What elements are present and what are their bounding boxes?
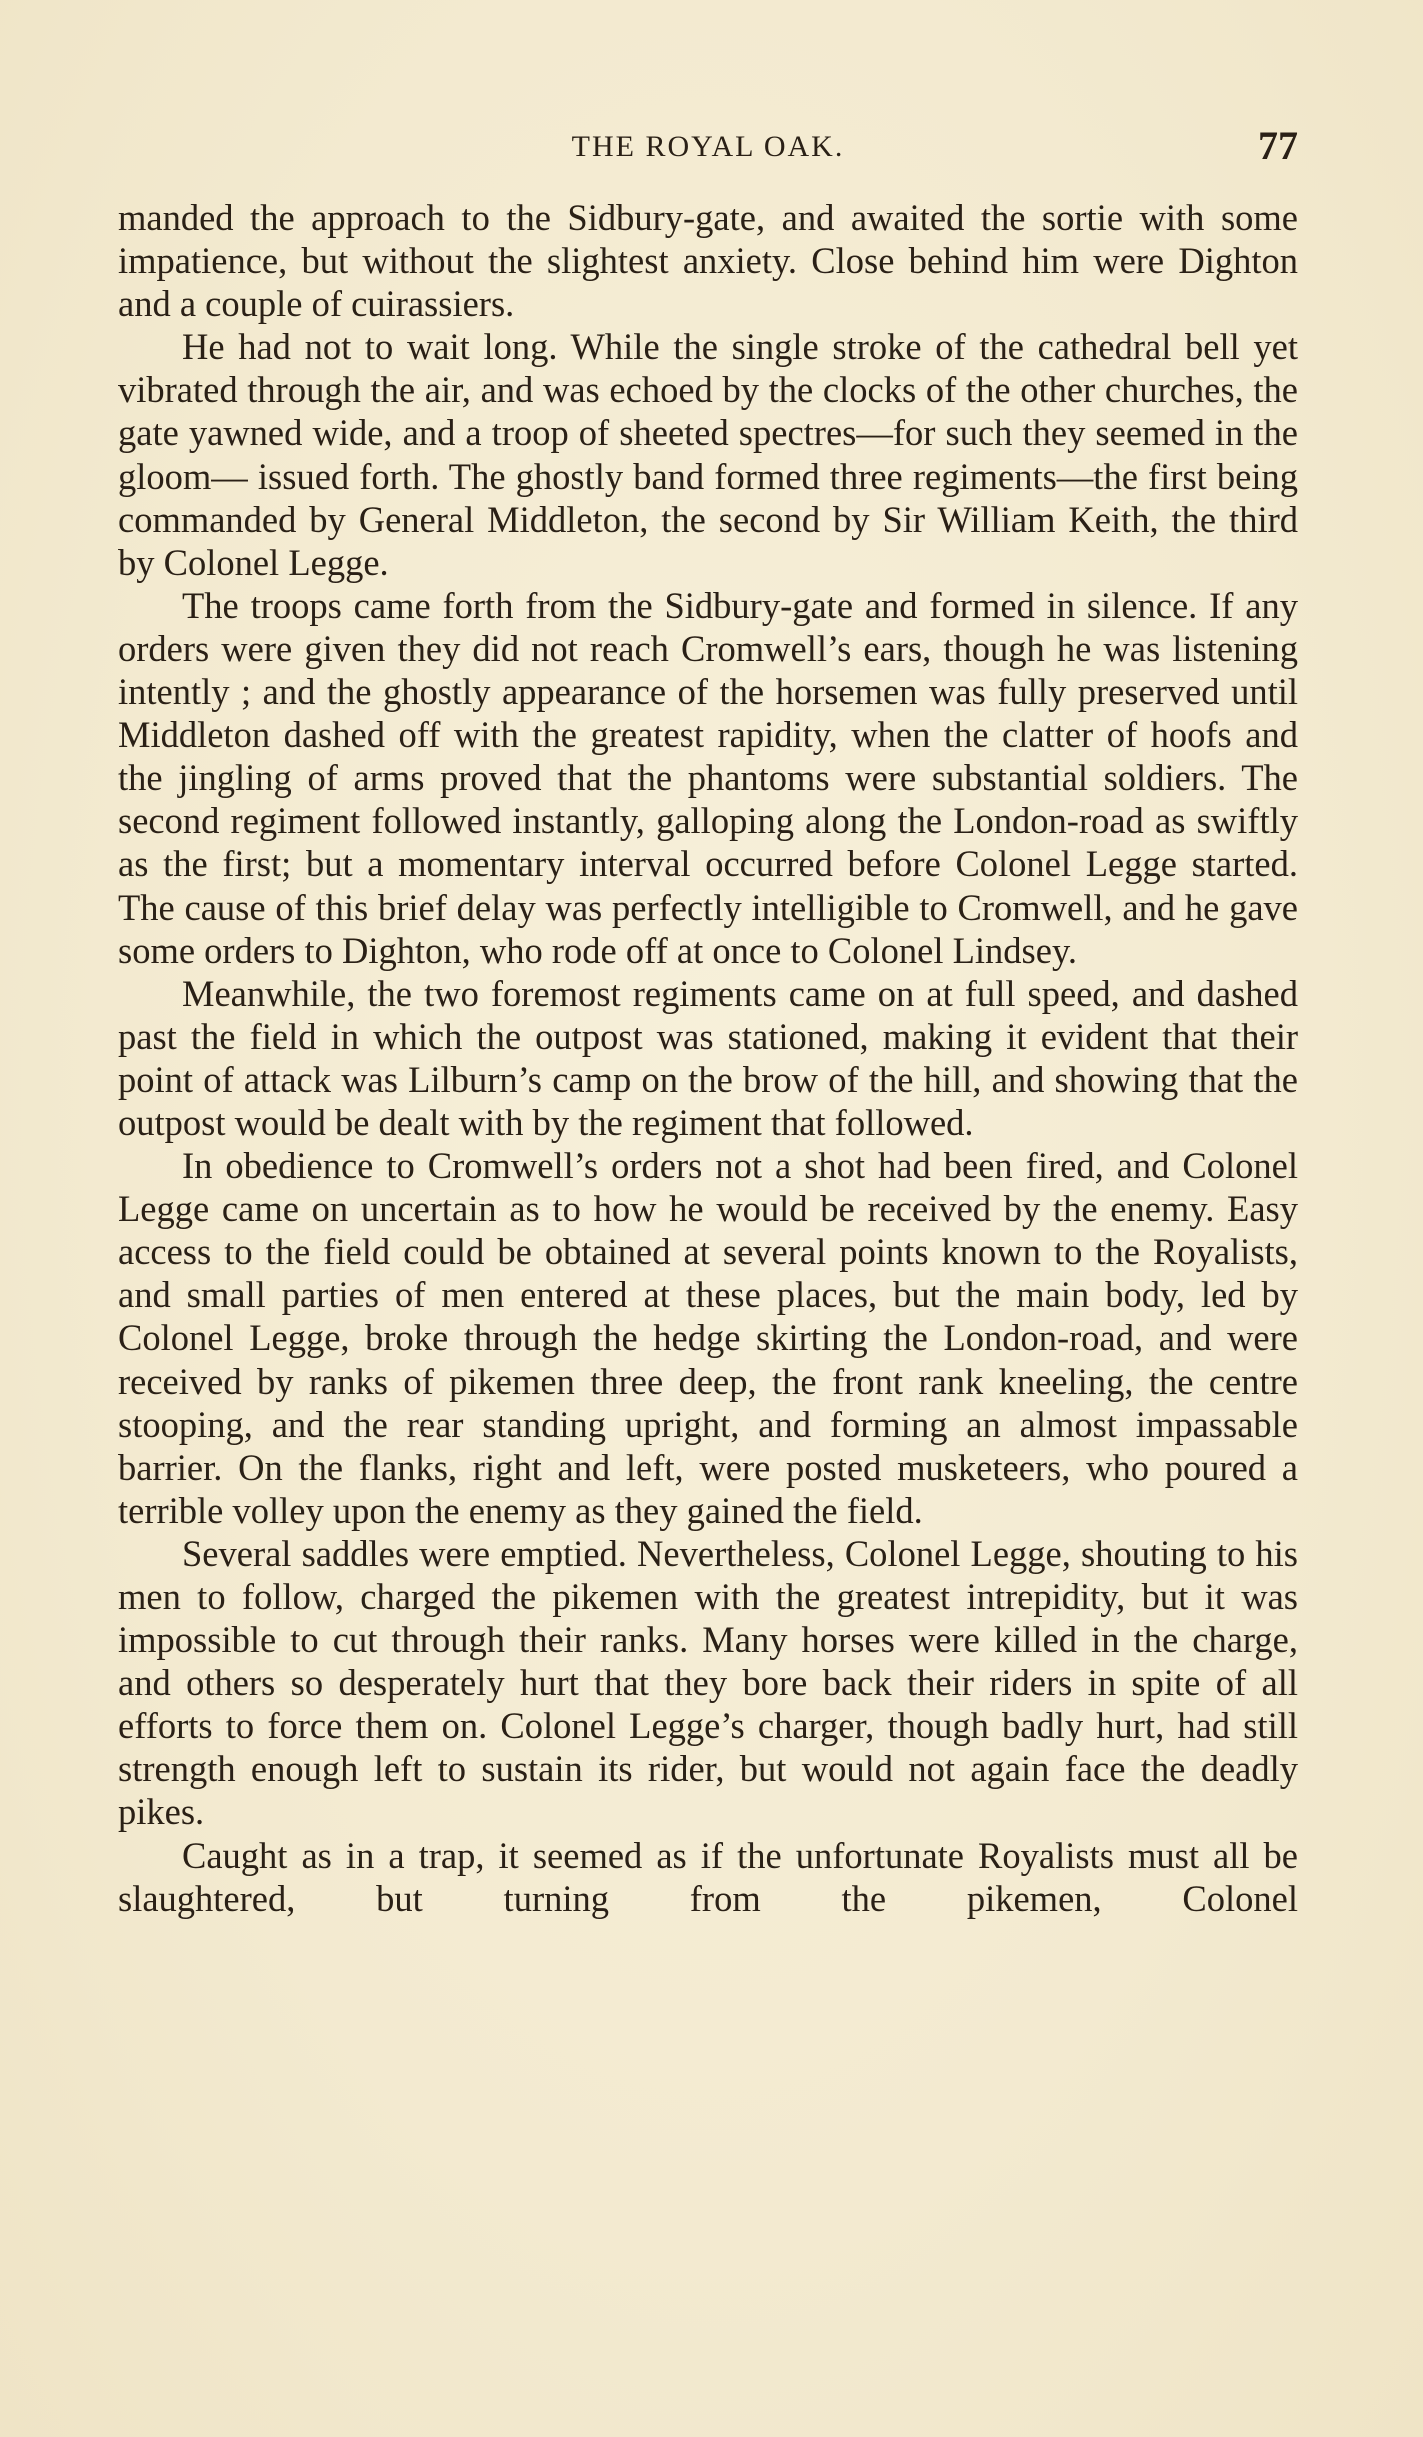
paragraph-4: Meanwhile, the two foremost regiments came on at full speed, and dashed past the field in which the outpost was stationed, making it evident that their point of attack was Lilburn’s camp on the brow of the hill, and showing that the outpost would be dealt with by the regiment that followed. xyxy=(118,972,1298,1143)
body-text xyxy=(118,196,1298,1920)
paragraph-2: He had not to wait long. While the single stroke of the cathedral bell yet vibrated through the air, and was echoed by the clocks of the other churches, the gate yawned wide, and a troop of sheeted spectres—for such they seemed in the gloom— issued forth. The ghostly band formed three regiments—the first being commanded by General Middleton, the second by Sir William Keith, the third by Colonel Legge. xyxy=(118,326,1298,583)
paragraph-3: The troops came forth from the Sidbury-gate and formed in silence. If any orders were given they did not reach Cromwell’s ears, though he was listening intently ; and the ghostly appearance of the horsemen was fully preserved until Middleton dashed off with the greatest rapidity, when the clatter of hoofs and the jingling of arms proved that the phantoms were substantial soldiers. The second regiment followed instantly, galloping along the London-road as swiftly as the first; but a momentary interval occurred before Colonel Legge started. The cause of this brief delay was perfectly intelligible to Cromwell, and he gave some orders to Dighton, who rode off at once to Colonel Lindsey. xyxy=(118,584,1298,971)
running-header xyxy=(118,122,1298,172)
paragraph-5: In obedience to Cromwell’s orders not a shot had been fired, and Colonel Legge came on uncertain as to how he would be received by the enemy. Easy access to the field could be obtained at several points known to the Royalists, and small parties of men entered at these places, but the main body, led by Colonel Legge, broke through the hedge skirting the London-road, and were received by ranks of pikemen three deep, the front rank kneeling, the centre stooping, and the rear standing upright, and forming an almost impassable barrier. On the flanks, right and left, were posted musketeers, who poured a terrible volley upon the enemy as they gained the field. xyxy=(118,1145,1298,1531)
page-number: 77 xyxy=(1258,123,1298,168)
paragraph-6: Several saddles were emptied. Nevertheless, Colonel Legge, shouting to his men to follow, charged the pikemen with the greatest intrepidity, but it was impossible to cut through their ranks. Many horses were killed in the charge, and others so desperately hurt that they bore back their riders in spite of all efforts to force them on. Colonel Legge’s charger, though badly hurt, had still strength enough left to sustain its rider, but would not again face the deadly pikes. xyxy=(118,1532,1298,1833)
running-title: THE ROYAL OAK. xyxy=(571,130,845,163)
paragraph-7: Caught as in a trap, it seemed as if the unfortunate Royalists must all be slaughtered, but turning from the pikemen, Colonel xyxy=(118,1834,1298,1919)
paragraph-1: manded the approach to the Sidbury-gate, and awaited the sortie with some impatience, but without the slightest anxiety. Close behind him were Dighton and a couple of cuirassiers. xyxy=(118,197,1298,325)
